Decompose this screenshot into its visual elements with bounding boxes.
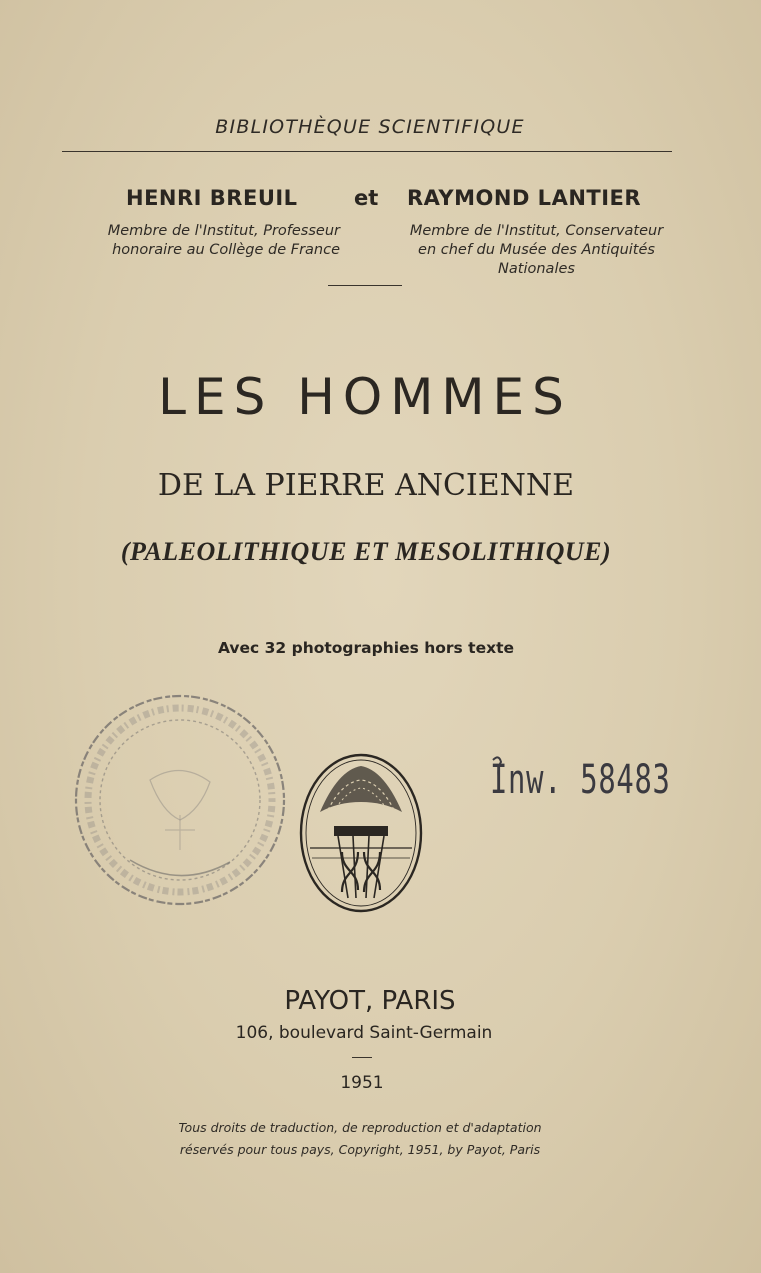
book-subtitle: DE LA PIERRE ANCIENNE: [157, 468, 575, 503]
author-right-credit: [395, 222, 678, 279]
library-stamp-icon: [70, 690, 292, 912]
rights-line: réservés pour tous pays, Copyright, 1951, by Payot, Paris: [179, 1142, 541, 1157]
author-left-credit: [80, 222, 340, 260]
illustrations-note: Avec 32 photographies hors texte: [217, 639, 514, 657]
book-title: LES HOMMES: [158, 368, 572, 426]
author-left-credit-line: honoraire au Collège de France: [112, 242, 340, 258]
publication-year: 1951: [340, 1073, 384, 1093]
author-right-name: RAYMOND LANTIER: [407, 186, 642, 210]
middle-rule: [328, 285, 402, 286]
author-left-credit-line: Membre de l'Institut, Professeur: [107, 223, 340, 239]
publisher-emblem-icon: [298, 752, 424, 914]
series-title: BIBLIOTHÈQUE SCIENTIFIQUE: [215, 116, 525, 138]
publisher-name: PAYOT, PARIS: [284, 986, 456, 1016]
top-rule: [62, 151, 672, 152]
small-rule: [352, 1057, 372, 1058]
book-subtitle-period: (PALEOLITHIQUE ET MESOLITHIQUE): [120, 537, 612, 566]
inventory-number: Inw. 58483: [490, 757, 671, 803]
rights-line: Tous droits de traduction, de reproduction et d'adaptation: [178, 1120, 542, 1135]
author-right-credit-line: Membre de l'Institut, Conservateur: [409, 223, 664, 239]
author-right-credit-line: en chef du Musée des Antiquités: [418, 242, 655, 258]
author-conjunction: et: [354, 186, 379, 210]
author-right-credit-line: Nationales: [498, 261, 575, 277]
publisher-address: 106, boulevard Saint-Germain: [235, 1023, 493, 1043]
author-left-name: HENRI BREUIL: [126, 186, 298, 210]
